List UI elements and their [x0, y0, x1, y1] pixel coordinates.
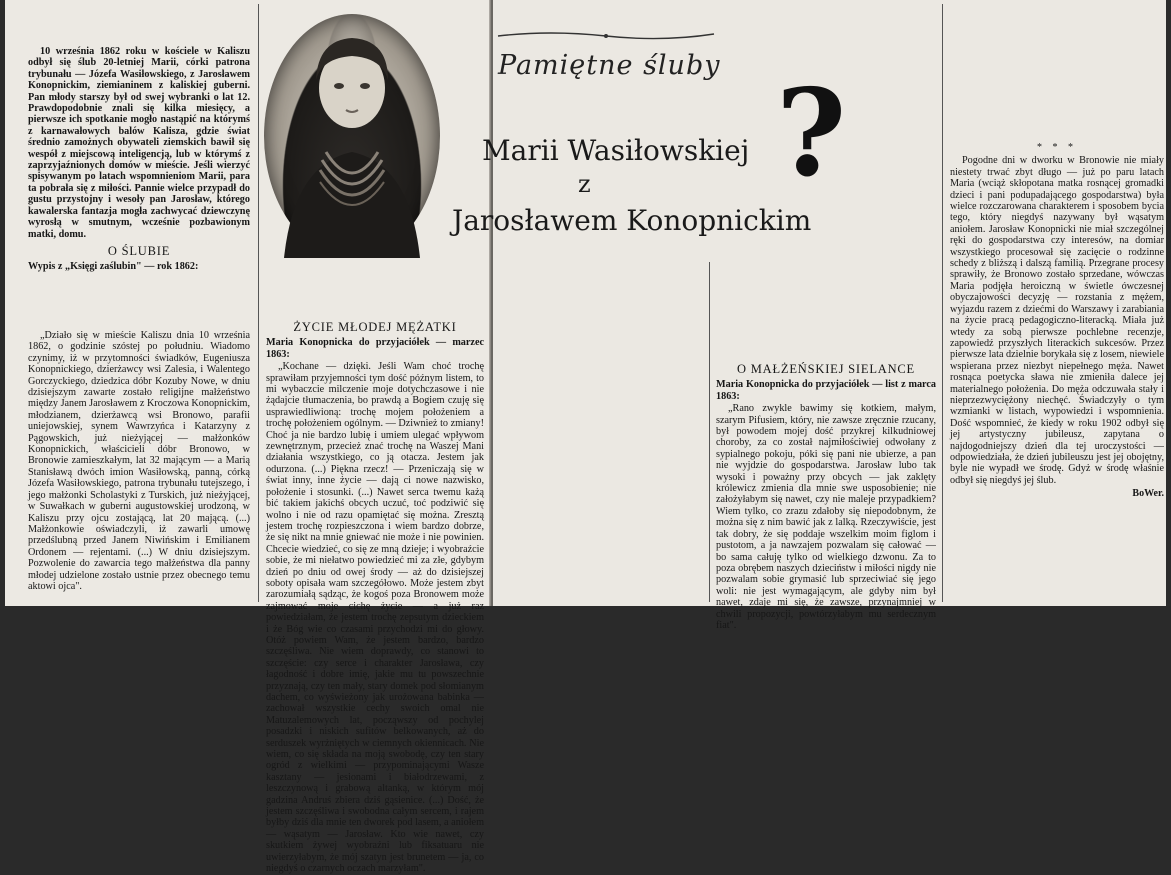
intro-text: 10 września 1862 roku w kościele w Kaliszu odbył się ślub 20-letniej Marii, córki patrona trybunału — Józefa Wasiłowskiego, z Jarosławem Konopnickim, ziemianinem z kaliskiej guberni. Pan młody starszy był od swej wybranki o lat 12. Prawdopodobnie znali się kilka miesięcy, a pierwsze ich spotkanie mogło nastąpić na którymś z karnawałowych balów Kalisza, gdzie świat średnio zamożnych obywateli ziemskich bawił się wespół z miejscową inteligencją, lub w którymś z zaprzyjaźnionych domów w mieście. Jeśli wierzyć spisywanym po latach wspomnieniom Marii, para ta pobrała się z miłości. Pannie wielce przypadł do gustu przystojny i wesoły pan Jarosław, którego kawalerska fantazja mogła zachwycać dziewczynę wyrosłą w smutnym, wcześnie pozbawionym matki, domu. [28, 46, 250, 240]
sielanka-lead: Maria Konopnicka do przyjaciółek — list z marca 1863: [716, 379, 936, 402]
left-page [0, 0, 491, 875]
zycie-lead: Maria Konopnicka do przyjaciółek — marzec 1863: [266, 337, 484, 360]
sielanka-heading: O MAŁŻEŃSKIEJ SIELANCE [736, 362, 915, 376]
column-rule [258, 4, 259, 602]
title-line-3: Jarosławem Konopnickim [452, 204, 812, 237]
portrait-figure [264, 14, 440, 258]
column-1-continued [28, 330, 250, 602]
slub-heading: O ŚLUBIE [107, 243, 171, 258]
column-5 [950, 38, 1164, 604]
title-line-1: Marii Wasiłowskiej [482, 134, 750, 167]
title-line-2: z [578, 170, 591, 198]
sielanka-text: „Rano zwykle bawimy się kotkiem, małym, szarym Pifusiem, który, nie zawsze zręcznie rzucany, był powodem mojej dość przykrej kilkudniowej choroby, za co został najmiłościwiej odwołany z sypialnego pokoju, póki się pani nie ubierze, a pan nie wyjdzie do gospodarstwa. Jarosław lubo tak wysoki i poważny przy obcych — jak zaklęty królewicz zmienia dla mnie swe usposobienie; nie założyłabym się nawet, czy nie maleje przypadkiem? Wiem tylko, co zrazu zdałoby się niepodobnym, że można się z nim bawić jak z lalką. Rzeczywiście, jest tak dobry, że się poddaje wszelkim moim figlom i pustotom, a ja nawzajem pozwalam się całować — bo sama całuję tylko od wielkiego dzwonu. Za to poza obrębem naszych dzieciństw i miłości nigdy nie pozwalam sobie grymasić lub sprzeciwiać się jego woli: nie jest wymagającym, ale gdyby nim był nawet, zdaje mi się, że zawsze, przynajmniej w chwili propozycji, powtórzyłabym mu serdecznym fiat". [716, 403, 936, 631]
title-script: Pamiętne śluby [498, 50, 721, 81]
column-4 [716, 264, 936, 631]
column-2 [266, 264, 484, 875]
zycie-text: „Kochane — dzięki. Jeśli Wam choć trochę sprawiłam przyjemności tym dość późnym listem, to mi wybaczcie milczenie moje dotychczasowe i nie żądajcie tłumaczenia, bo prawdą a Bogiem czuję się usprawiedliwioną: trochę mojem położeniem a trochę położeniem ogólnym. — Dziwnież to zmiany! Choć ja nie bardzo lubię i umiem ulegać wpływom zewnętrznym, przecież znać trochę na Waszej Mani działania wszystkiego, co ją otacza. Jestem jak odurzona. (...) Piękna rzecz! — Przeniczają się w świat inny, inne życie — dają ci nowe nazwisko, położenie i stosunki. (...) Nawet serca twemu każą bić takiem jakichś obcych uczuć, toć podziwić się wolno i nie od razu opamiętać się można. Zresztą jestem trochę rozpieszczona i wiem bardzo dobrze, że się nikt na mnie gniewać nie może i nie powinien. Chcecie wiedzieć, co się ze mną dzieje; i wyobraźcie sobie, że mi niełatwo powiedzieć mi za złe, gdybym dzień po dniu od owej środy — aż do dzisiejszej soboty opisała wam szczegółowo. Może jestem zbyt zarozumiałą sądząc, że kogoś poza Bronowem może zajmować moje cichę życie — a już raz powiedziałam, że jestem trochę zepsutym dzieckiem i że Bóg wie co czasami przychodzi mi do głowy. Otóż powiem Wam, że jestem bardzo, bardzo szczęśliwa. Nie wiem doprawdy, co stanowi to szczęście: czy serce i charakter Jarosława, czy łagodność i dobre imię, jakie mu tu powszechnie przyznają, czy ten mały, stary domek pod słomianym dachem, co wyświeżony jak urożowana babinka — zachował wszystkie cechy swoich omal nie Matuzalemowych lat, począwszy od pochylej posadzki i niskich sufitów belkowanych, aż do serduszek wyrżniętych w ciemnych okiennicach. Nie wiem, co się składa na moją swobodę, czy ten stary ogród z wielkimi — przypominającymi Wasze kasztany — jesionami i białodrzewami, z leszczynową i grabową altanką, w którym mój gadzina Andruś zbiera dziś gąsienice. (...) Dość, że jestem szczęśliwa i swobodna całym sercem, i rajem byłby dziś dla mnie ten dworek pod lasem, a aniołem — wąsatym — Jarosław. Kto wie nawet, czy skutkiem żywej wyobraźni lub fiksatuaru nie uwierzyłabym, że mój szatyn jest brunetem — ja, co niegdyś o czarnych oczach marzyłam". [266, 361, 484, 875]
closing-text: Pogodne dni w dworku w Bronowie nie miały niestety trwać zbyt długo — już po paru latach Maria (wciąż skłopotana matka rosnącej gromadki dzieci i pani podupadającego gospodarstwa) była wielce rozczarowana charakterem i sposobem bycia tego, który niegdyś nazywany był wąsatym aniołem. Jarosław Konopnicki nie miał szczególnej ręki do gospodarstwa czy interesów, na domiar wszystkiego procesował się zacięcie o rodzinne schedy z bliższą i dalszą familią. Przegrane procesy sprawiły, że Bronowo zostało sprzedane, wówczas Maria podjęła heroiczną w świetle ówczesnej obyczajowości decyzję — rozstania z mężem, wyjazdu razem z dziećmi do Warszawy i zarabiania na życie pracą pedagogiczno-literacką. Miała już wtedy za sobą pierwsze pochlebne recenzje, zapowiedź przyszłych literackich sukcesów. Przez pierwsze lata dzielnie borykała się z losem, niewiele wspierana przez niezbyt niepełnego męża. Nawet rosnąca poetycka sława nie zmieniła dalece jej materialnego położenia. Do męża odczuwała stały i nieprzezwyciężony niechęć. Świadczyły o tym wzmianki w listach, wypowiedzi i wspomnienia. Dość wspomnieć, że kiedy w roku 1902 odbył się jej artystyczny jubileusz, zapytana o najdogodniejszy dzień dla tej uroczystości — odpowiedziała, że dzień jubileuszu jest jej obojętny, byle nie wypadł we środę. Gdyż w środę właśnie odbył się niegdyś jej ślub. [950, 155, 1164, 486]
page-edge-left [0, 0, 5, 606]
page-edge-right [1166, 0, 1171, 606]
title-flourish [494, 28, 718, 42]
section-stars: * * * [1037, 142, 1077, 153]
column-rule-right-2 [942, 4, 943, 602]
author-signature: BoWer. [1132, 488, 1164, 500]
column-1 [28, 46, 250, 274]
column-3 [498, 264, 702, 604]
slub-lead: Wypis z „Księgi zaślubin" — rok 1862: [28, 261, 199, 273]
zycie-heading: ŻYCIE MŁODEJ MĘŻATKI [293, 320, 457, 334]
portrait-oval [264, 14, 440, 258]
column-rule-right-1 [709, 262, 710, 602]
slub-text: „Działo się w mieście Kaliszu dnia 10 września 1862, o godzinie szóstej po południu. Wiadomo czynimy, iż w przytomności świadków, Eugeniusza Konopnickiego, dzierżawcy wsi Zalesia, i Walentego Gorczyckiego, dziedzica dóbr Kozuby Nowe, w dniu dzisiejszym zawarte zostało religijne małżeństwo między Janem Jarosławem z Kroczowa Konopnickim, młodzianem, dzierżawcą wsi Bronowo, parafii uniejowskiej, synem Wawrzyńca i Katarzyny z Pągowskich, już nieżyjącej — małżonków Konopnickich, właścicieli dóbr Bronowo, w Bronowie zamieszkałym, lat 32 mającym — a Marią Stanisławą dwóch imion Wasiłowską, panną, córką Józefa Wasiłowskiego, patrona trybunału tutejszego, i jego małżonki Scholastyki z Turskich, już nieżyjącej, w Suwałkach w guberni augustowskiej urodzoną, w Kaliszu przy ojcu zostającą, lat 20 mającą. (...) Małżonkowie oświadczyli, iż zawarli umowę przedślubną przed Janem Niwińskim i Emilianem Ordonem — rejentami. (...) W dniu dzisiejszym. Pozwolenie do zawarcia tego małżeństwa dla panny młodej udzielone zostało ustnie przez obecnego temu aktowi ojca". [28, 330, 250, 592]
question-mark-ornament: ? [776, 63, 847, 204]
